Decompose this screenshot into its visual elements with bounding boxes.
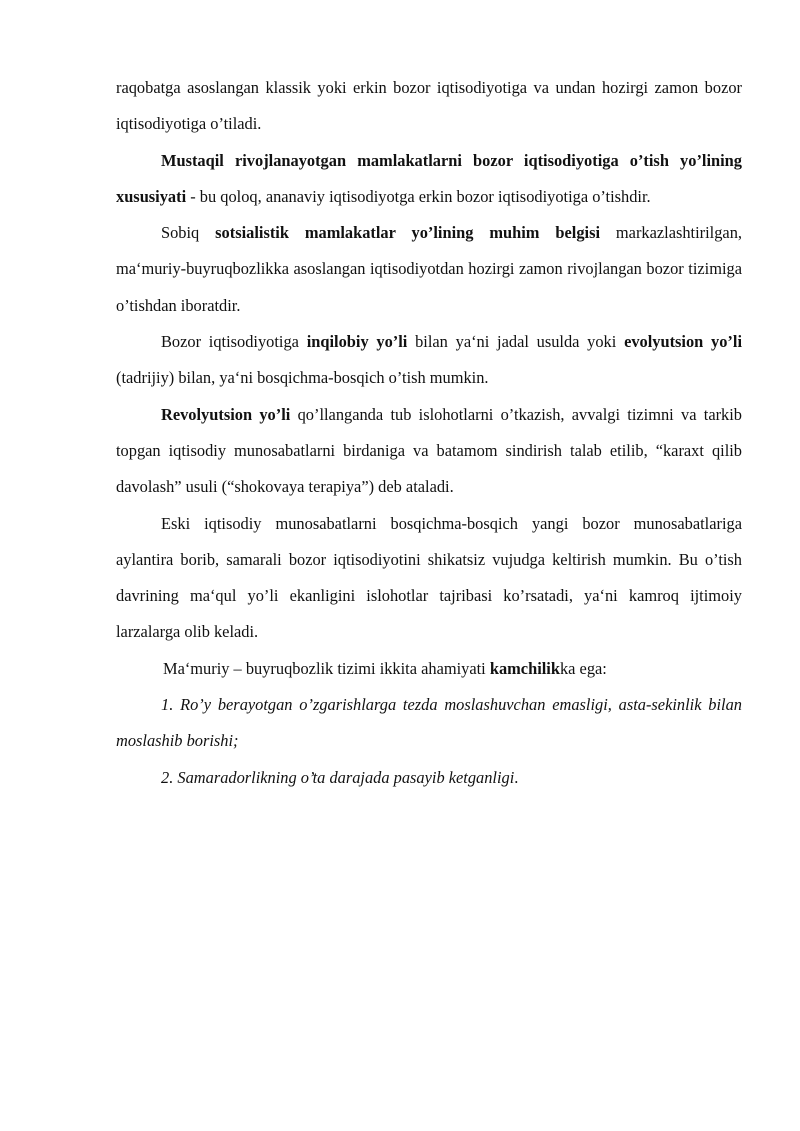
paragraph-5-text: qo’llanganda tub islohotlarni o’tkazish, avvalgi tizimni va tarkib topgan iqtisodiy munosabatlarni birdaniga va batamom sindirish talab etilib, “karaxt qilib davolash” usuli (“shokovaya terapiya”) deb ataladi. (116, 404, 742, 497)
paragraph-4-lead: Bozor iqtisodiyotiga (161, 332, 307, 352)
paragraph-7 (116, 651, 742, 687)
list-item-2 (116, 760, 742, 796)
paragraph-4-text: (tadrijiy) bilan, ya‘ni bosqichma-bosqich o’tish mumkin. (116, 368, 489, 388)
paragraph-7-text: ka ega: (559, 658, 607, 678)
paragraph-6-text: Eski iqtisodiy munosabatlarni bosqichma-bosqich yangi bozor munosabatlariga aylantira borib, samarali bozor iqtisodiyotini shikatsiz vujudga keltirish mumkin. Bu o’tish davrining ma‘qul yo’li ekanligini islohotlar tajribasi ko’rsatadi, ya‘ni kamroq ijtimoiy larzalarga olib keladi. (116, 513, 742, 642)
paragraph-2-bold: Mustaqil rivojlanayotgan mamlakatlarni bozor iqtisodiyotiga o’tish yo’lining xususiyati (116, 150, 742, 206)
paragraph-1 (116, 70, 742, 143)
list-item-1-text: 1. Ro’y berayotgan o’zgarishlarga tezda moslashuvchan emasligi, asta-sekinlik bilan moslashib borishi; (116, 695, 742, 751)
paragraph-3-lead: Sobiq (161, 223, 216, 243)
paragraph-4-bold-2: evolyutsion yo’li (624, 332, 742, 352)
paragraph-6 (116, 506, 742, 651)
paragraph-2-text: - bu qoloq, ananaviy iqtisodiyotga erkin bozor iqtisodiyotiga o’tishdir. (186, 186, 651, 206)
paragraph-4-bold-1: inqilobiy yo’li (306, 332, 408, 352)
paragraph-5-bold: Revolyutsion yo’li (161, 404, 291, 424)
list-item-1 (116, 687, 742, 760)
list-item-2-text: 2. Samaradorlikning o’ta darajada pasayib ketganligi (161, 767, 515, 787)
paragraph-3-text: markazlashtirilgan, ma‘muriy-buyruqbozlikka asoslangan iqtisodiyotdan hozirgi zamon rivojlangan bozor tizimiga o’tishdan iboratdir. (116, 223, 742, 315)
paragraph-1-text: raqobatga asoslangan klassik yoki erkin bozor iqtisodiyotiga va undan hozirgi zamon bozor iqtisodiyotiga o’tiladi. (116, 78, 742, 134)
paragraph-3-bold: sotsialistik mamlakatlar yo’lining muhim belgisi (215, 223, 601, 243)
paragraph-2 (116, 143, 742, 216)
paragraph-7-lead: Ma‘muriy – buyruqbozlik tizimi ikkita ahamiyati (163, 658, 490, 678)
list-item-2-period: . (514, 767, 519, 787)
paragraph-7-bold: kamchilik (489, 658, 560, 678)
paragraph-5 (116, 397, 742, 506)
paragraph-3 (116, 215, 742, 324)
paragraph-4-mid: bilan ya‘ni jadal usulda yoki (407, 332, 625, 352)
paragraph-4 (116, 324, 742, 397)
document-body (116, 70, 742, 796)
